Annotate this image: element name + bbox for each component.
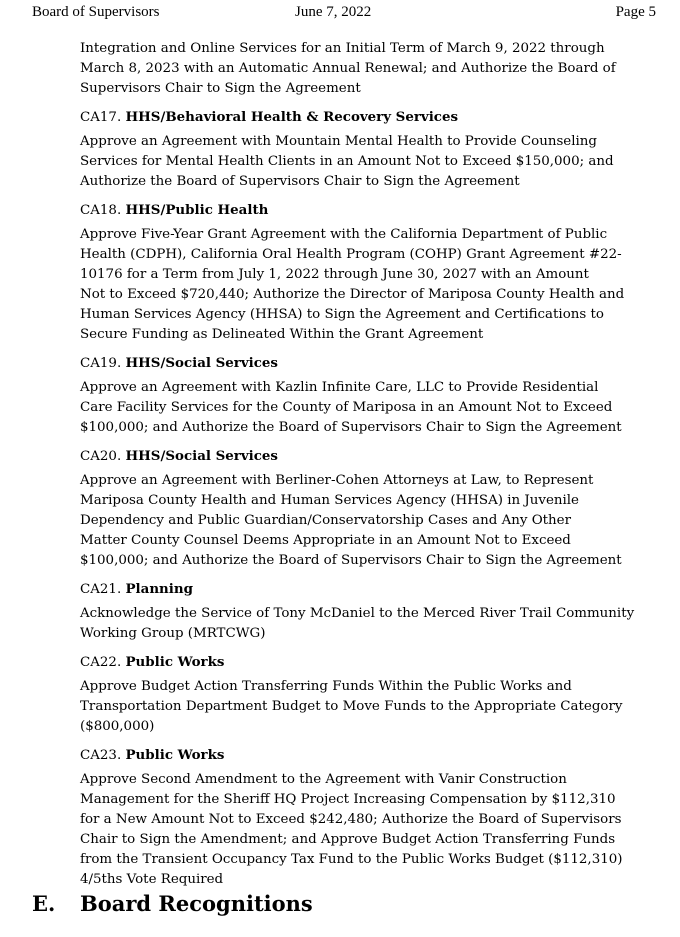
agenda-item-ca20 [80,446,670,571]
item-department: Planning [125,581,193,597]
item-description: Approve Budget Action Transferring Funds Within the Public Works and Transportation Department Budget to Move Funds to the Appropriate Category ($800,000) [80,679,623,734]
item-heading [80,200,670,221]
item-department: HHS/Social Services [125,355,278,371]
item-heading [80,446,670,467]
continuation-text: Integration and Online Services for an Initial Term of March 9, 2022 through March 8, 2023 with an Automatic Annual Renewal; and Authorize the Board of Supervisors Chair to Sign the Agreement [80,41,616,96]
item-department: HHS/Social Services [125,448,278,464]
agenda-item-ca21 [80,579,670,644]
item-number: CA19. [80,356,122,371]
agenda-item-ca22 [80,652,670,737]
item-department: HHS/Public Health [125,202,269,218]
item-number: CA17. [80,110,122,125]
agenda-content [80,39,670,890]
item-heading [80,652,670,673]
item-description: Approve an Agreement with Mountain Mental Health to Provide Counseling Services for Mental Health Clients in an Amount Not to Exceed $150,000; and Authorize the Board of Supervisors Chair to Sign the Agreement [80,134,614,189]
item-number: CA23. [80,748,122,763]
item-number: CA22. [80,655,122,670]
item-description: Approve an Agreement with Berliner-Cohen Attorneys at Law, to Represent Mariposa County Health and Human Services Agency (HHSA) in Juvenile Dependency and Public Guardian/Conservatorship Cases and Any Other Matter County Counsel Deems Appropriate in an Amount Not to Exceed $100,000; and Authorize the Board of Supervisors Chair to Sign the Agreement [80,473,622,568]
item-heading [80,353,670,374]
item-description: Approve Second Amendment to the Agreement with Vanir Construction Management for the Sheriff HQ Project Increasing Compensation by $112,310 for a New Amount Not to Exceed $242,480; Authorize the Board of Supervisors Chair to Sign the Amendment; and Approve Budget Action Transferring Funds from the Transient Occupancy Tax Fund to the Public Works Budget ($112,310) 4/5ths Vote Required [80,772,623,887]
item-description: Approve an Agreement with Kazlin Infinite Care, LLC to Provide Residential Care Facility Services for the County of Mariposa in an Amount Not to Exceed $100,000; and Authorize the Board of Supervisors Chair to Sign the Agreement [80,380,622,435]
section-letter: E. [32,891,56,916]
item-number: CA20. [80,449,122,464]
item-number: CA21. [80,582,122,597]
item-department: HHS/Behavioral Health & Recovery Services [125,109,459,125]
item-heading [80,579,670,600]
agenda-item-ca23 [80,745,670,890]
item-department: Public Works [125,654,225,670]
page-header [32,4,656,24]
section-title: Board Recognitions [80,891,313,916]
item-description: Acknowledge the Service of Tony McDaniel to the Merced River Trail Community Working Group (MRTCWG) [80,606,635,641]
item-heading [80,107,670,128]
header-date: June 7, 2022 [295,4,372,20]
agenda-item-ca18 [80,200,670,345]
item-department: Public Works [125,747,225,763]
item-description: Approve Five-Year Grant Agreement with the California Department of Public Health (CDPH), California Oral Health Program (COHP) Grant Agreement #22- 10176 for a Term from July 1, 2022 through June 30, 2027 with an Amount Not to Exceed $720,440; Authorize the Director of Mariposa County Health and Human Services Agency (HHSA) to Sign the Agreement and Certifications to Secure Funding as Delineated Within the Grant Agreement [80,227,625,342]
item-number: CA18. [80,203,122,218]
agenda-item-ca19 [80,353,670,438]
header-board-name: Board of Supervisors [32,4,160,20]
agenda-item-ca17 [80,107,670,192]
header-page-number: Page 5 [615,4,656,20]
item-heading [80,745,670,766]
